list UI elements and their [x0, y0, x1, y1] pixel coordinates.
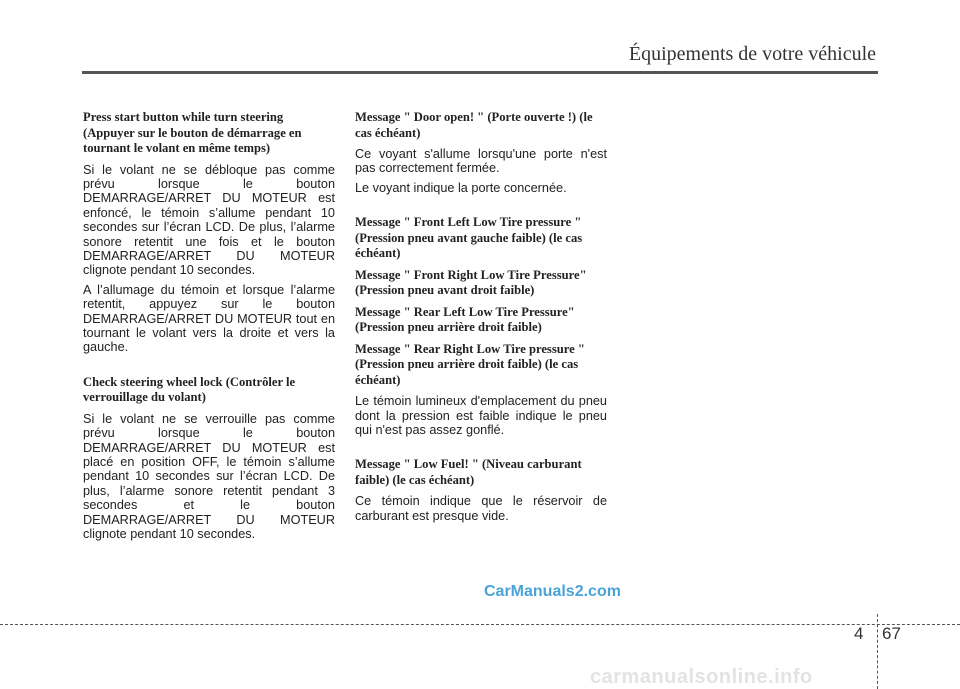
- steering-press-start-paragraph-1: Si le volant ne se débloque pas comme prévu lorsque le bouton DEMARRAGE/ARRET DU MOTEUR est enfoncé, le témoin s’allume pendant 10 secondes sur l’écran LCD. De plus, l’alarme sonore retentit une fois et le bouton DEMARRAGE/ARRET DU MOTEUR clignote pendant 10 secondes.: [83, 162, 335, 278]
- carmanuals2-watermark: CarManuals2.com: [484, 583, 621, 600]
- page-number: 67: [882, 624, 901, 643]
- steering-press-start-paragraph-2: A l’allumage du témoin et lorsque l’alarme retentit, appuyez sur le bouton DEMARRAGE/ARRET DU MOTEUR tout en tournant le volant vers la droite et vers la gauche.: [83, 282, 335, 355]
- door-open-heading: Message " Door open! " (Porte ouverte !) (le cas échéant): [355, 110, 593, 140]
- door-open-paragraph-2: Le voyant indique la porte concernée.: [355, 180, 567, 195]
- front-left-tire-heading: Message " Front Left Low Tire pressure " (Pression pneu avant gauche faible) (le cas échéant): [355, 215, 583, 261]
- steering-lock-check-heading: Check steering wheel lock (Contrôler le verrouillage du volant): [83, 374, 296, 405]
- steering-press-start-heading: Press start button while turn steering (Appuyer sur le bouton de démarrage en tournant le volant en même temps): [83, 110, 302, 155]
- low-fuel-paragraph: Ce témoin indique que le réservoir de carburant est presque vide.: [355, 494, 607, 523]
- chapter-number: 4: [854, 624, 864, 643]
- carmanualsonline-watermark: carmanualsonline.info: [590, 666, 813, 688]
- low-fuel-heading: Message " Low Fuel! " (Niveau carburant faible) (le cas échéant): [355, 457, 582, 487]
- front-right-tire-heading: Message " Front Right Low Tire Pressure" (Pression pneu avant droit faible): [355, 267, 587, 298]
- footer-divider: [0, 624, 960, 625]
- door-open-paragraph-1: Ce voyant s'allume lorsqu'une porte n'est pas correctement fermée.: [355, 147, 607, 176]
- steering-lock-check-paragraph: Si le volant ne se verrouille pas comme prévu lorsque le bouton DEMARRAGE/ARRET DU MOTEUR est placé en position OFF, le témoin s’allume pendant 10 secondes sur l’écran LCD. De plus, l’alarme sonore retentit pendant 3 secondes et le bouton DEMARRAGE/ARRET DU MOTEUR clignote pendant 10 secondes.: [83, 411, 335, 542]
- page-number-separator: [877, 614, 878, 689]
- rear-left-tire-heading: Message " Rear Left Low Tire Pressure" (Pression pneu arrière droit faible): [355, 304, 575, 335]
- page-header-title: Équipements de votre véhicule: [628, 43, 876, 65]
- low-tire-paragraph: Le témoin lumineux d'emplacement du pneu dont la pression est faible indique le pneu qui n'est pas assez gonflé.: [355, 394, 607, 438]
- rear-right-tire-heading: Message " Rear Right Low Tire pressure " (Pression pneu arrière droit faible) (le cas échéant): [355, 341, 585, 387]
- right-column: [355, 110, 607, 528]
- left-column: [83, 110, 335, 546]
- header-divider: [82, 71, 878, 74]
